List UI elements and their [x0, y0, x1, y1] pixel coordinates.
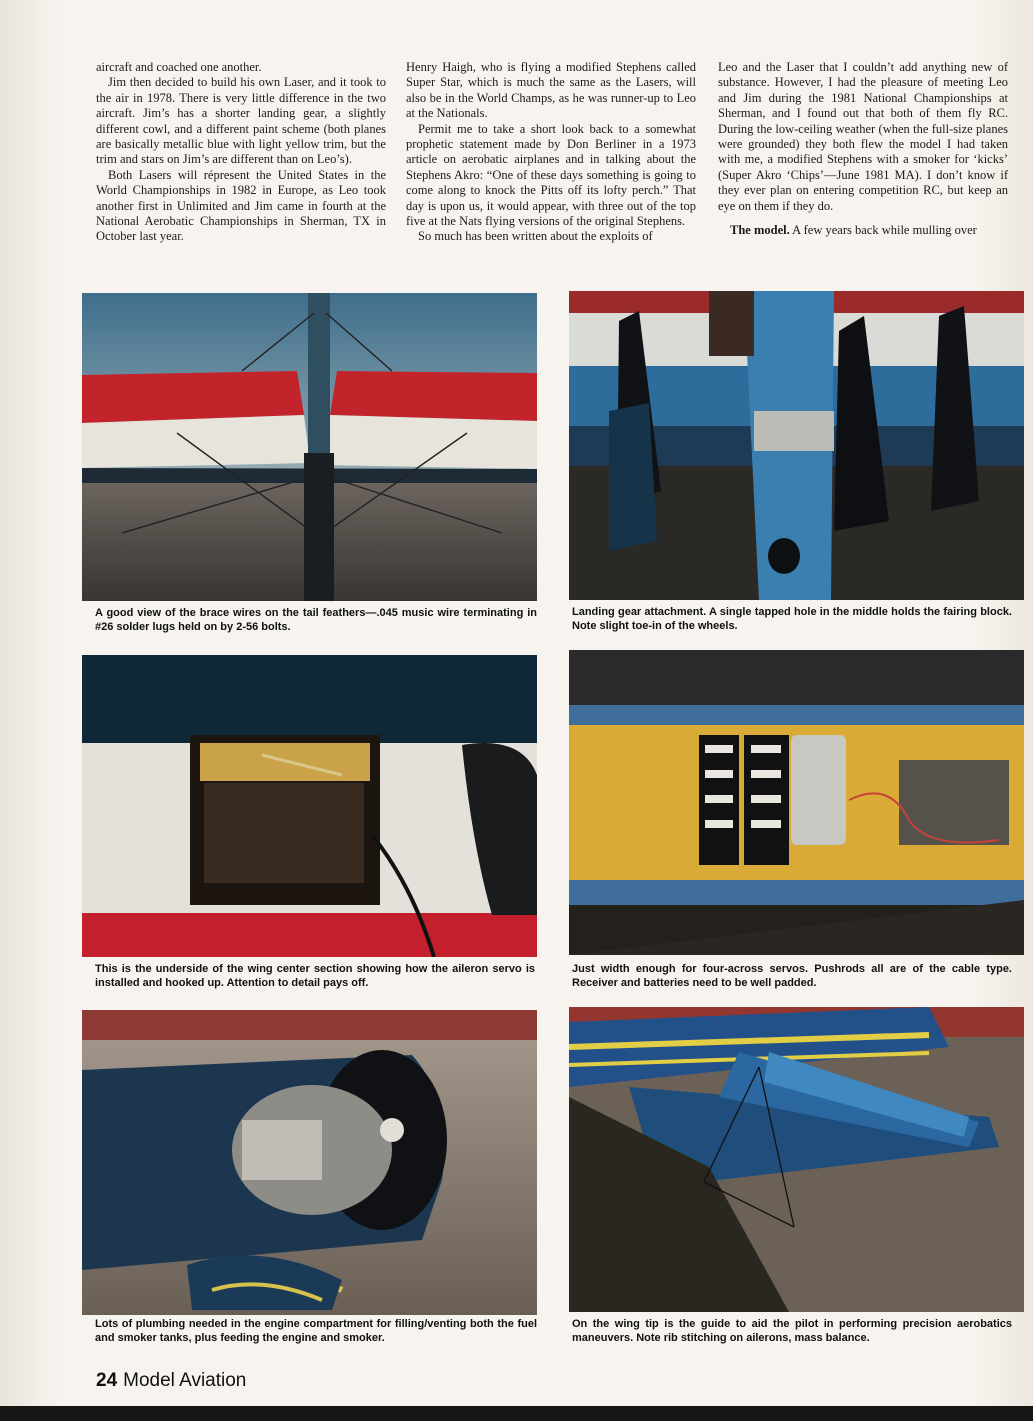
magazine-title: Model Aviation	[123, 1370, 247, 1391]
photo-landing-gear	[569, 291, 1024, 600]
photo-caption: Landing gear attachment. A single tapped hole in the middle holds the fairing block. Note slight toe-in of the wheels.	[572, 606, 1012, 632]
photo-caption: A good view of the brace wires on the tail feathers—.045 music wire terminating in #26 solder lugs held on by 2-56 bolts.	[95, 607, 537, 633]
paragraph: Permit me to take a short look back to a somewhat prophetic statement made by Don Berliner in a 1973 article on aerobatic airplanes and in talking about the Stephens Akro: “One of these days something is going to come along to knock the Pitts off its lofty perch.” That day is upon us, it would appear, with three out of the top five at the Nats flying versions of the original Stephens.	[406, 121, 696, 229]
paragraph	[718, 223, 1008, 238]
paragraph: Jim then decided to build his own Laser, and it took to the air in 1978. There is very little difference in the two aircraft. Jim’s has a shorter landing gear, a slightly different cowl, and a different paint scheme (both planes are basically metallic blue with light yellow trim, but the trim and stars on Jim’s are different than on Leo’s).	[96, 75, 386, 167]
text-column-3	[718, 60, 1008, 238]
photo-wing-underside-servo	[82, 655, 537, 957]
scan-edge	[0, 1406, 1033, 1421]
photo-caption: Lots of plumbing needed in the engine compartment for filling/venting both the fuel and smoker tanks, plus feeding the engine and smoker.	[95, 1318, 537, 1344]
page-number: 24	[96, 1370, 118, 1391]
paragraph: Henry Haigh, who is flying a modified Stephens called Super Star, which is much the same as the Lasers, will also be in the World Champs, as he was runner-up to Leo at the Nationals.	[406, 60, 696, 121]
paragraph: So much has been written about the exploits of	[418, 229, 653, 244]
page-folio	[96, 1370, 246, 1392]
photo-engine-compartment	[82, 1010, 537, 1315]
photo-caption: This is the underside of the wing center section showing how the aileron servo is installed and hooked up. Attention to detail pays off.	[95, 963, 535, 989]
paragraph: aircraft and coached one another.	[96, 60, 262, 74]
paragraph: Leo and the Laser that I couldn’t add anything new of substance. However, I had the pleasure of meeting Leo and Jim during the 1981 National Championships at Sherman, and I found out that both of them fly RC. During the low-ceiling weather (when the full-size planes were grounded) they both flew the model I had taken with me, a modified Stephens with a smoker for ‘kicks’ (Super Akro ‘Chips’—June 1981 MA). I don’t know if they ever plan on entering competition RC, but keep an eye on them if they do.	[718, 60, 1008, 213]
photo-servo-bay	[569, 650, 1024, 955]
photo-wing-tip-guide	[569, 1007, 1024, 1312]
paragraph: Both Lasers will répresent the United States in the World Championships in 1982 in Europe, as Leo took another first in Unlimited and Jim came in fourth at the National Aerobatic Championships in Sherman, TX in October last year.	[96, 167, 386, 244]
photo-caption: Just width enough for four-across servos. Pushrods all are of the cable type. Receiver and batteries need to be well padded.	[572, 963, 1012, 989]
section-lead: The model.	[730, 223, 790, 238]
paragraph-text: A few years back while mulling over	[789, 223, 977, 238]
text-column-1	[96, 60, 386, 245]
text-column-2	[406, 60, 696, 245]
photo-caption: On the wing tip is the guide to aid the pilot in performing precision aerobatics maneuvers. Note rib stitching on ailerons, mass balance.	[572, 1318, 1012, 1344]
photo-tail-brace-wires	[82, 293, 537, 601]
